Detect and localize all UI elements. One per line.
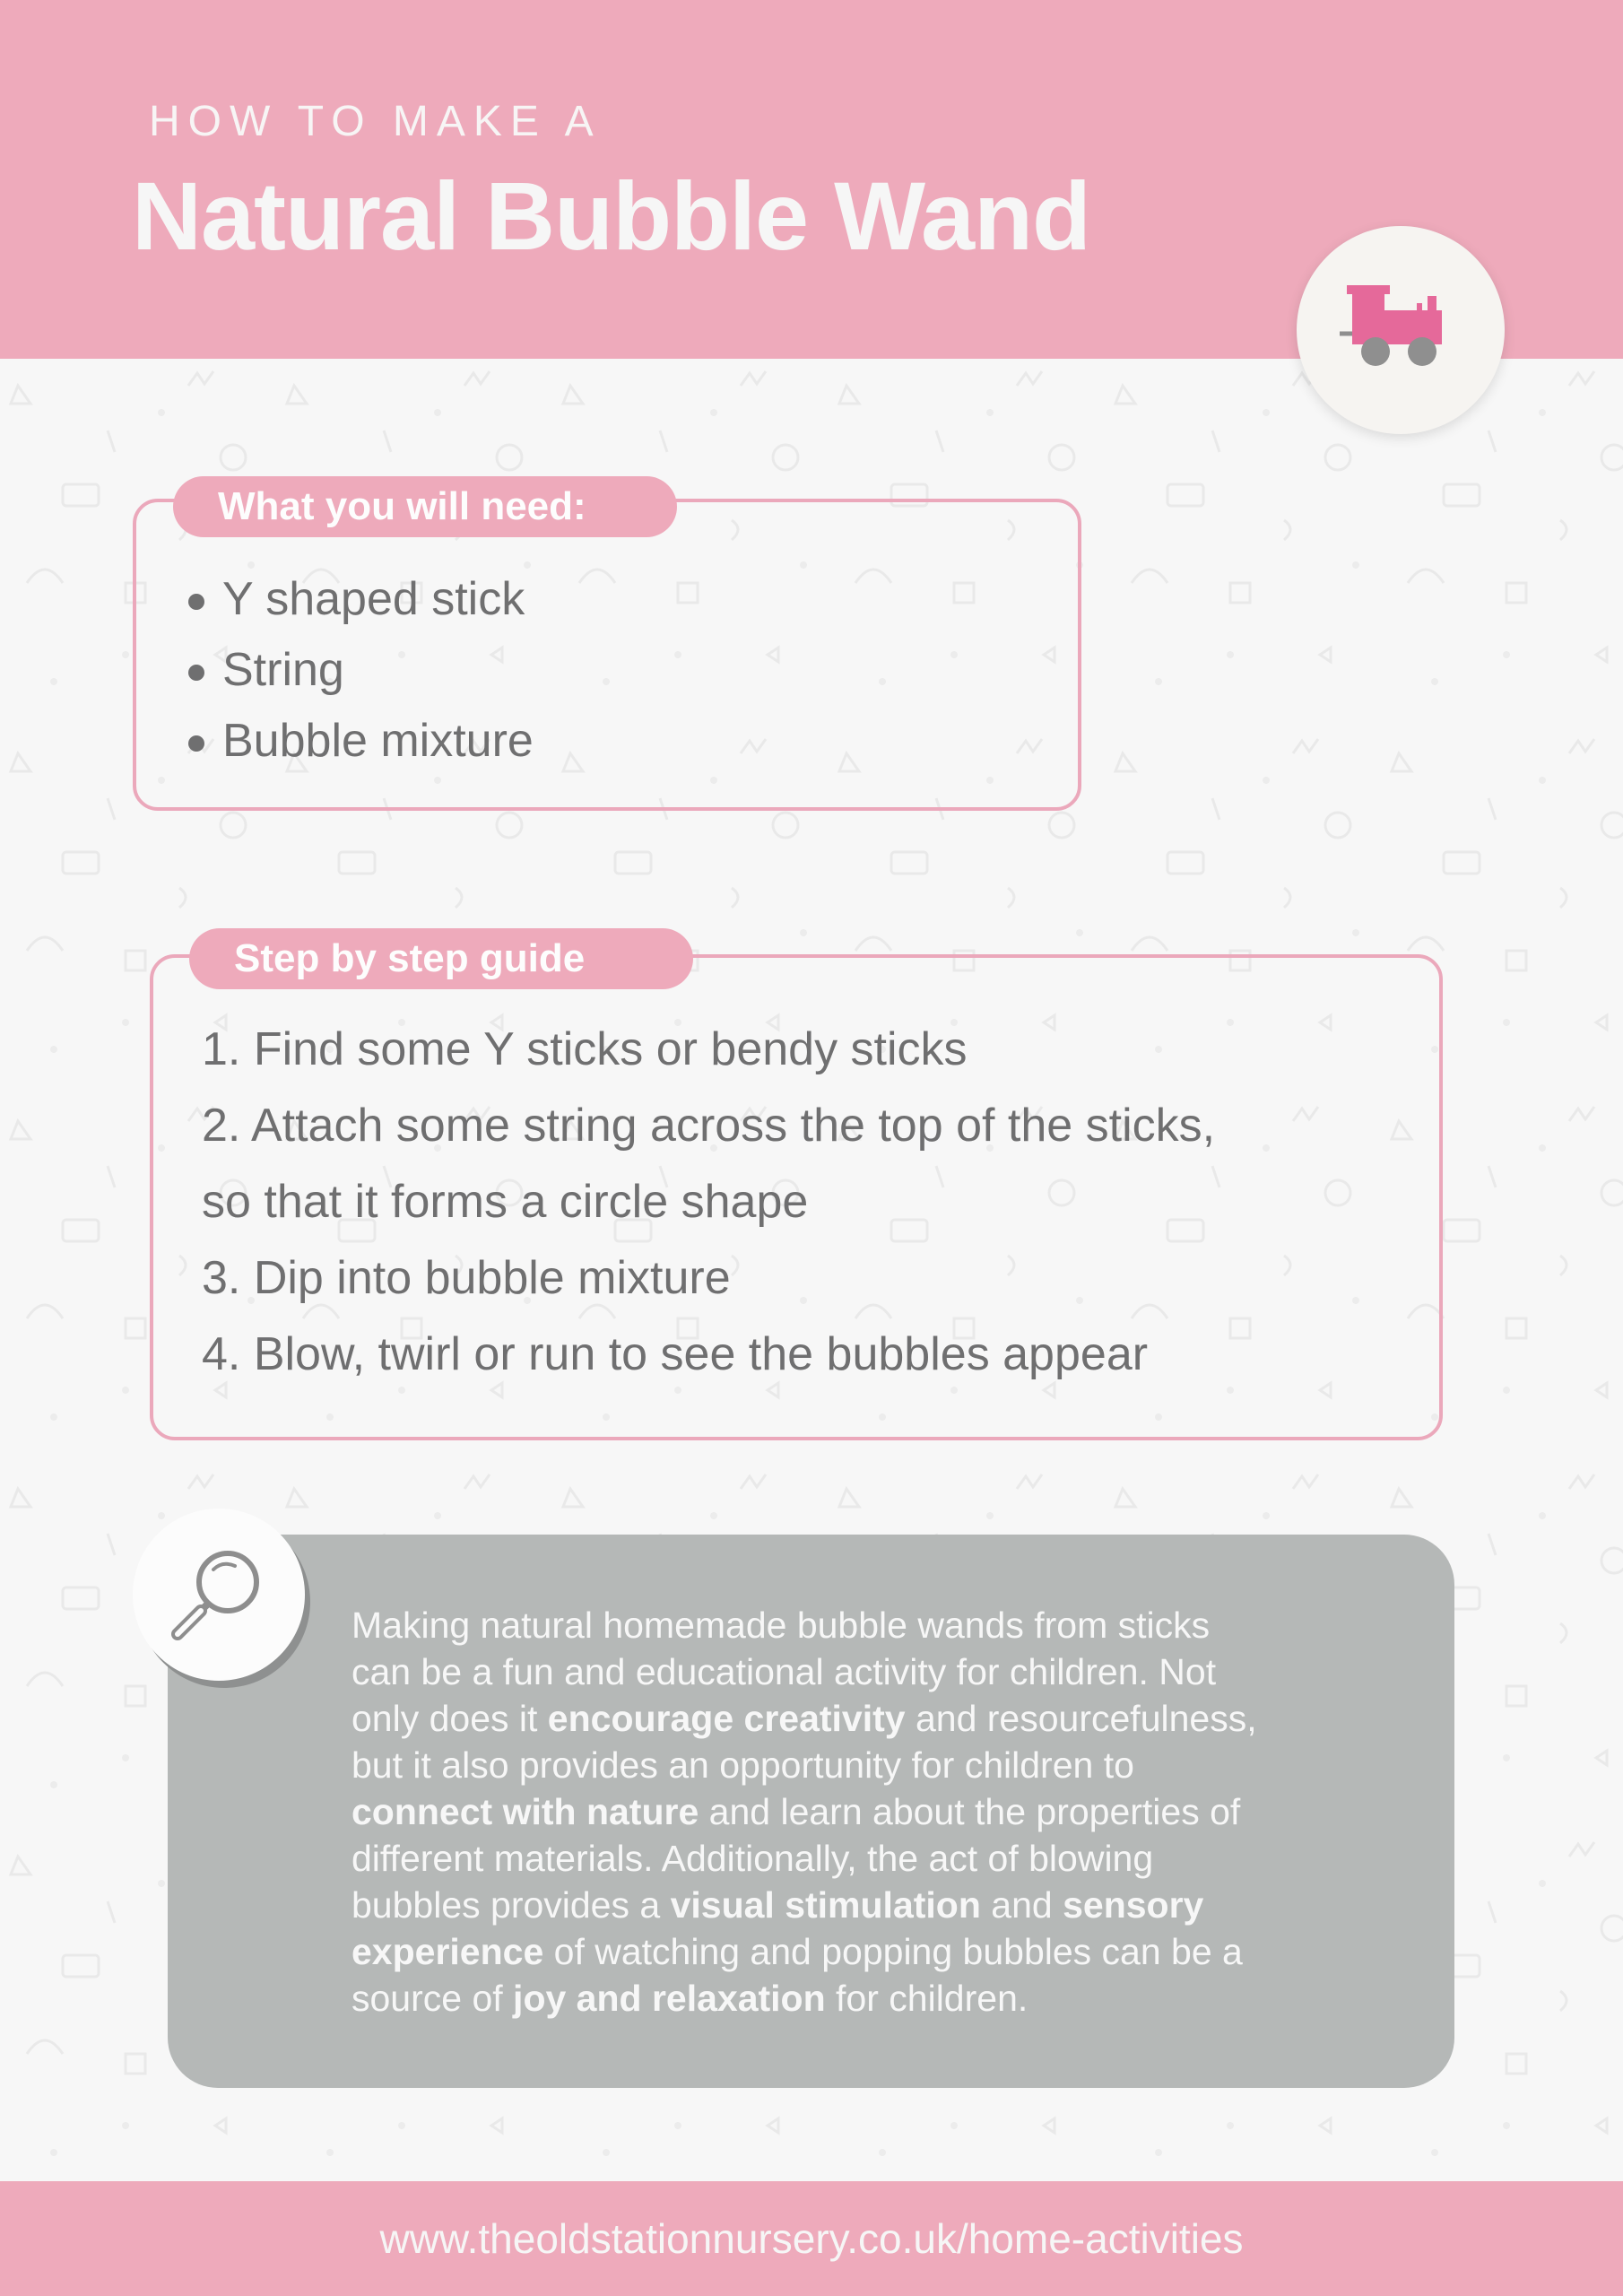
info-line <box>352 1648 1365 1695</box>
magnifier-badge <box>133 1509 305 1681</box>
footer-banner <box>0 2181 1623 2296</box>
info-text: only does it <box>352 1698 548 1739</box>
train-badge <box>1297 226 1505 434</box>
info-line <box>352 1695 1365 1742</box>
page-title: Natural Bubble Wand <box>132 161 1091 270</box>
info-text: source of <box>352 1978 514 2019</box>
info-paragraph <box>352 1602 1365 2022</box>
info-emphasis: experience <box>352 1931 544 1972</box>
step-line: 3. Dip into bubble mixture <box>202 1252 731 1304</box>
step-line: 1. Find some Y sticks or bendy sticks <box>202 1023 968 1075</box>
steps-label: Step by step guide <box>189 928 693 989</box>
info-text: and resourcefulness, <box>905 1698 1257 1739</box>
need-item-text: Y shaped stick <box>222 573 525 625</box>
info-text: for children. <box>825 1978 1028 2019</box>
bullet-dot <box>188 735 204 752</box>
need-item-text: String <box>222 644 344 696</box>
info-text: can be a fun and educational activity for children. Not <box>352 1651 1217 1692</box>
info-text: and learn about the properties of <box>699 1791 1241 1832</box>
train-icon <box>1340 283 1462 373</box>
info-line <box>352 1975 1365 2022</box>
info-text: but it also provides an opportunity for children to <box>352 1744 1134 1786</box>
list-item <box>185 638 534 709</box>
info-emphasis: encourage creativity <box>547 1698 906 1739</box>
info-emphasis: visual stimulation <box>670 1884 981 1926</box>
needs-label: What you will need: <box>173 476 677 537</box>
info-line <box>352 1882 1365 1928</box>
info-line <box>352 1602 1365 1648</box>
info-text: different materials. Additionally, the act of blowing <box>352 1838 1154 1879</box>
step-line: 4. Blow, twirl or run to see the bubbles appear <box>202 1328 1149 1380</box>
bullet-dot <box>188 665 204 681</box>
bullet-dot <box>188 594 204 610</box>
needs-list <box>185 567 534 779</box>
info-emphasis: joy and relaxation <box>513 1978 826 2019</box>
website-link[interactable]: www.theoldstationnursery.co.uk/home-activities <box>379 2215 1244 2262</box>
info-text: and <box>980 1884 1063 1926</box>
list-item <box>185 709 534 779</box>
info-text: bubbles provides a <box>352 1884 671 1926</box>
info-line <box>352 1928 1365 1975</box>
info-line <box>352 1788 1365 1835</box>
info-text: Making natural homemade bubble wands from sticks <box>352 1605 1211 1646</box>
need-item-text: Bubble mixture <box>222 715 534 767</box>
info-line <box>352 1742 1365 1788</box>
info-emphasis: connect with nature <box>352 1791 699 1832</box>
magnifying-glass-icon <box>169 1543 269 1643</box>
step-line: 2. Attach some string across the top of the sticks, <box>202 1100 1216 1152</box>
step-line: so that it forms a circle shape <box>202 1176 809 1228</box>
page-subtitle: HOW TO MAKE A <box>149 98 602 145</box>
info-text: of watching and popping bubbles can be a <box>543 1931 1243 1972</box>
info-line <box>352 1835 1365 1882</box>
steps-list <box>202 1013 1215 1395</box>
list-item <box>185 567 534 638</box>
info-emphasis: sensory <box>1063 1884 1204 1926</box>
